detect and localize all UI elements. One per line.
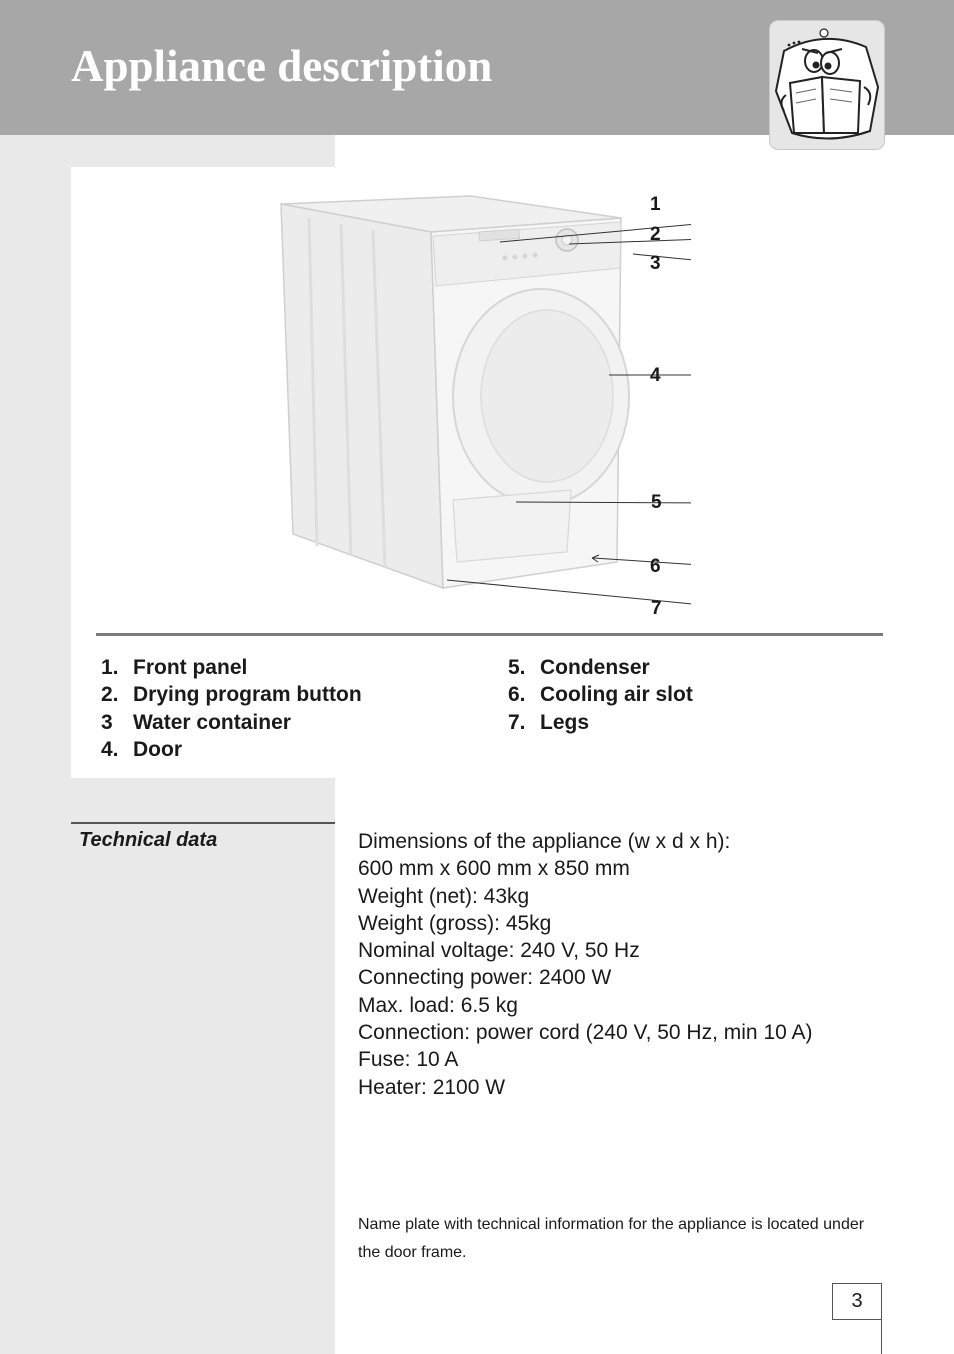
list-item (101, 681, 362, 708)
page-number: 3 (832, 1283, 882, 1320)
section-divider (71, 822, 335, 824)
item-label: Condenser (540, 656, 650, 679)
callout-number: 6 (650, 556, 661, 577)
item-label: Door (133, 737, 182, 761)
item-label: Cooling air slot (540, 683, 693, 707)
item-number: 1. (101, 656, 119, 679)
name-plate-note: Name plate with technical information for the appliance is located under the door frame. (358, 1216, 865, 1261)
spec-line: Heater: 2100 W (358, 1075, 506, 1099)
page-title: Appliance description (71, 41, 493, 91)
item-label: Front panel (133, 656, 248, 679)
callout-number: 4 (650, 365, 661, 386)
parts-list-left (101, 654, 362, 763)
item-number: 2. (101, 683, 119, 707)
list-item (101, 654, 362, 681)
item-number: 5. (508, 656, 526, 679)
spec-line: Connection: power cord (240 V, 50 Hz, min 10 A) (358, 1021, 813, 1045)
item-label: Legs (540, 710, 590, 734)
section-heading: Technical data (79, 829, 218, 851)
spec-line: Fuse: 10 A (358, 1048, 459, 1072)
list-item (508, 709, 693, 736)
item-label: Drying program button (133, 683, 362, 707)
list-item (101, 709, 362, 736)
item-label: Water container (133, 710, 291, 734)
item-number: 4. (101, 737, 119, 761)
callout-number: 2 (650, 224, 661, 245)
parts-list-right (508, 654, 693, 736)
reading-manual-mascot-icon (769, 20, 885, 150)
dryer-illustration (271, 182, 691, 622)
spec-line: Max. load: 6.5 kg (358, 993, 518, 1017)
list-item (101, 736, 362, 763)
technical-data-list (358, 828, 812, 1101)
page-header (0, 0, 954, 135)
spec-line: Dimensions of the appliance (w x d x h): (358, 830, 731, 853)
callout-number: 7 (651, 598, 662, 619)
item-number: 6. (508, 683, 526, 707)
spec-line: Weight (net): 43kg (358, 884, 530, 908)
page-number-tick (881, 1320, 882, 1354)
item-number: 3 (101, 710, 113, 734)
spec-line: 600 mm x 600 mm x 850 mm (358, 857, 630, 881)
callout-number: 3 (650, 253, 661, 274)
spec-line: Weight (gross): 45kg (358, 911, 552, 935)
list-item (508, 654, 693, 681)
list-item (508, 681, 693, 708)
callout-number: 5 (651, 492, 662, 513)
spec-line: Connecting power: 2400 W (358, 966, 612, 990)
spec-line: Nominal voltage: 240 V, 50 Hz (358, 939, 640, 963)
legend-divider (96, 633, 883, 636)
callout-number: 1 (650, 194, 661, 215)
item-number: 7. (508, 710, 526, 734)
